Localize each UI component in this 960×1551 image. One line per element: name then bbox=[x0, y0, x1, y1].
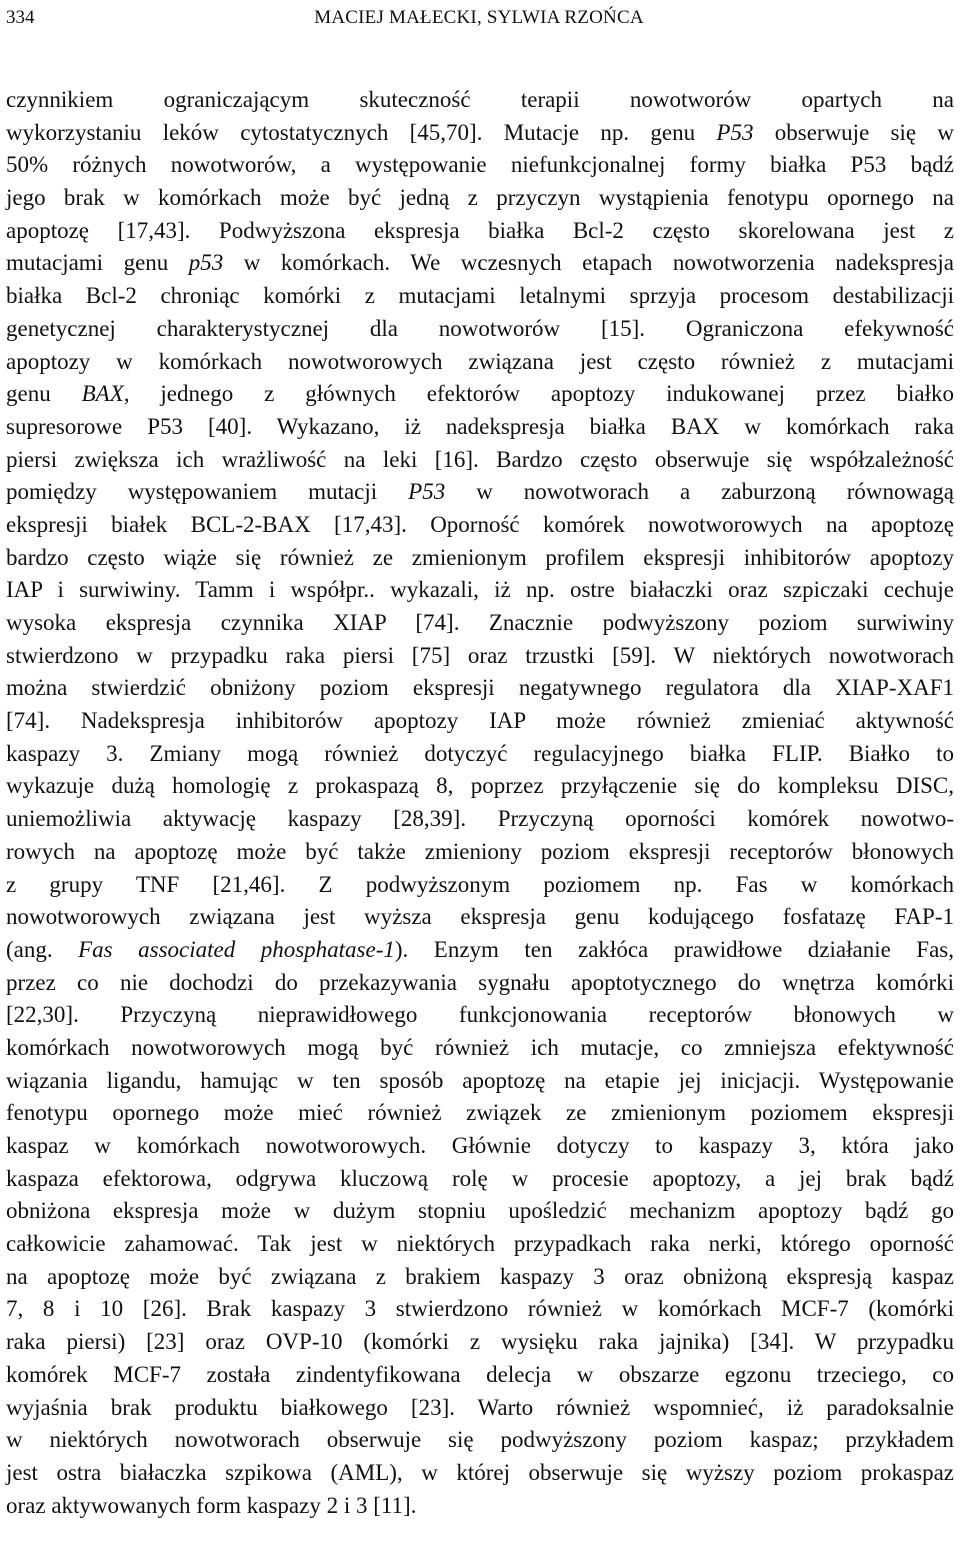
text-line bbox=[6, 640, 954, 673]
text-run: uniemożliwia aktywację kaspazy [28,39]. Przyczyną oporności komórek nowotwo- bbox=[6, 806, 954, 832]
italic-term: P53 bbox=[716, 119, 754, 145]
text-line bbox=[6, 770, 954, 803]
text-line bbox=[6, 476, 954, 509]
text-run: ). Enzym ten zakłóca prawidłowe działanie Fas, bbox=[394, 936, 954, 962]
text-line bbox=[6, 607, 954, 640]
text-run: pomiędzy występowaniem mutacji bbox=[6, 479, 409, 505]
text-line bbox=[6, 803, 954, 836]
text-run: apoptozę [17,43]. Podwyższona ekspresja białka Bcl-2 często skorelowana jest z bbox=[6, 217, 954, 243]
text-line bbox=[6, 967, 954, 1000]
italic-term: BAX, bbox=[81, 381, 130, 407]
text-run: genu bbox=[6, 381, 82, 407]
text-run: supresorowe P53 [40]. Wykazano, iż nadekspresja białka BAX w komórkach raka bbox=[6, 413, 954, 439]
text-line bbox=[6, 869, 954, 902]
text-run: 7, 8 i 10 [26]. Brak kaspazy 3 stwierdzono również w komórkach MCF-7 (komórki bbox=[6, 1296, 954, 1322]
text-run: wykazuje dużą homologię z prokaspazą 8, poprzez przyłączenie się do kompleksu DISC, bbox=[6, 773, 954, 799]
running-head-authors: MACIEJ MAŁECKI, SYLWIA RZOŃCA bbox=[314, 7, 644, 28]
text-run: wykorzystaniu leków cytostatycznych [45,70]. Mutacje np. genu bbox=[6, 119, 717, 145]
text-run: z grupy TNF [21,46]. Z podwyższonym poziomem np. Fas w komórkach bbox=[6, 871, 954, 897]
text-line bbox=[6, 1424, 954, 1457]
text-line bbox=[6, 313, 954, 346]
text-run: kaspazy 3. Zmiany mogą również dotyczyć regulacyjnego białka FLIP. Białko to bbox=[6, 740, 954, 766]
italic-term: Fas associated phosphatase-1 bbox=[78, 936, 395, 962]
text-run: wyjaśnia brak produktu białkowego [23]. Warto również wspomnieć, iż paradoksalnie bbox=[6, 1394, 954, 1420]
italic-term: p53 bbox=[188, 250, 224, 276]
text-run: [22,30]. Przyczyną nieprawidłowego funkcjonowania receptorów błonowych w bbox=[6, 1002, 954, 1028]
text-line bbox=[6, 901, 954, 934]
text-run: białka Bcl-2 chroniąc komórki z mutacjami letalnymi sprzyja procesom destabilizacji bbox=[6, 283, 954, 309]
text-run: całkowicie zahamować. Tak jest w niektórych przypadkach raka nerki, którego oporność bbox=[6, 1231, 954, 1257]
text-run: genetycznej charakterystycznej dla nowotworów [15]. Ograniczona efekywność bbox=[6, 315, 954, 341]
text-line bbox=[6, 1032, 954, 1065]
text-line bbox=[6, 215, 954, 248]
text-run: nowotworowych związana jest wyższa ekspresja genu kodującego fosfatazę FAP-1 bbox=[6, 904, 954, 930]
text-run: w nowotworach a zaburzoną równowagą bbox=[445, 479, 954, 505]
text-line bbox=[6, 672, 954, 705]
text-run: [74]. Nadekspresja inhibitorów apoptozy IAP może również zmieniać aktywność bbox=[6, 708, 954, 734]
text-line bbox=[6, 542, 954, 575]
text-run: fenotypu opornego może mieć również związek ze zmienionym poziomem ekspresji bbox=[6, 1100, 954, 1126]
text-line bbox=[6, 149, 954, 182]
text-run: jego brak w komórkach może być jedną z przyczyn wystąpienia fenotypu opornego na bbox=[6, 185, 954, 211]
text-run: jednego z głównych efektorów apoptozy indukowanej przez białko bbox=[129, 381, 954, 407]
text-run: komórek MCF-7 została zindentyfikowana delecja w obszarze egzonu trzeciego, co bbox=[6, 1361, 954, 1387]
text-run: stwierdzono w przypadku raka piersi [75] oraz trzustki [59]. W niektórych nowotworach bbox=[6, 642, 954, 668]
text-run: obniżona ekspresja może w dużym stopniu upośledzić mechanizm apoptozy bądź go bbox=[6, 1198, 954, 1224]
text-line bbox=[6, 84, 954, 117]
text-line bbox=[6, 1261, 954, 1294]
text-run: wysoka ekspresja czynnika XIAP [74]. Znacznie podwyższony poziom surwiwiny bbox=[6, 610, 954, 635]
text-line bbox=[6, 1228, 954, 1261]
body-paragraph bbox=[6, 84, 954, 1522]
text-line bbox=[6, 1490, 954, 1523]
text-run: 50% różnych nowotworów, a występowanie niefunkcjonalnej formy białka P53 bądź bbox=[6, 152, 954, 178]
text-run: na apoptozę może być związana z brakiem kaspazy 3 oraz obniżoną ekspresją kaspaz bbox=[6, 1263, 954, 1289]
text-run: komórkach nowotworowych mogą być również ich mutacje, co zmniejsza efektywność bbox=[6, 1034, 954, 1060]
text-run: oraz aktywowanych form kaspazy 2 i 3 [11]. bbox=[6, 1492, 417, 1518]
text-run: apoptozy w komórkach nowotworowych związana jest często również z mutacjami bbox=[6, 348, 954, 374]
text-run: można stwierdzić obniżony poziom ekspresji negatywnego regulatora dla XIAP-XAF1 bbox=[6, 675, 954, 701]
text-run: obserwuje się w bbox=[753, 119, 954, 145]
text-line bbox=[6, 182, 954, 215]
text-line bbox=[6, 1326, 954, 1359]
text-run: IAP i surwiwiny. Tamm i współpr.. wykazali, iż np. ostre białaczki oraz szpiczaki cechuje bbox=[6, 577, 954, 603]
text-line bbox=[6, 411, 954, 444]
text-run: piersi zwiększa ich wrażliwość na leki [16]. Bardzo często obserwuje się współzależność bbox=[6, 446, 954, 472]
text-line bbox=[6, 117, 954, 150]
text-line bbox=[6, 378, 954, 411]
text-line bbox=[6, 1457, 954, 1490]
text-line bbox=[6, 574, 954, 607]
text-line bbox=[6, 934, 954, 967]
text-run: raka piersi) [23] oraz OVP-10 (komórki z wysięku raka jajnika) [34]. W przypadku bbox=[6, 1329, 954, 1355]
italic-term: P53 bbox=[408, 479, 446, 505]
text-line bbox=[6, 346, 954, 379]
text-line bbox=[6, 1130, 954, 1163]
text-line bbox=[6, 1195, 954, 1228]
text-run: kaspaza efektorowa, odgrywa kluczową rolę w procesie apoptozy, a jej brak bądź bbox=[6, 1165, 954, 1191]
text-line bbox=[6, 705, 954, 738]
text-run: bardzo często wiąże się również ze zmienionym profilem ekspresji inhibitorów apoptozy bbox=[6, 544, 954, 570]
text-line bbox=[6, 444, 954, 477]
text-line bbox=[6, 738, 954, 771]
text-line bbox=[6, 999, 954, 1032]
text-line bbox=[6, 1359, 954, 1392]
text-run: czynnikiem ograniczającym skuteczność terapii nowotworów opartych na bbox=[6, 87, 954, 112]
text-run: (ang. bbox=[6, 936, 79, 962]
text-line bbox=[6, 1065, 954, 1098]
text-run: ekspresji białek BCL-2-BAX [17,43]. Oporność komórek nowotworowych na apoptozę bbox=[6, 511, 954, 537]
text-run: jest ostra białaczka szpikowa (AML), w której obserwuje się wyższy poziom prokaspaz bbox=[6, 1459, 954, 1485]
text-run: rowych na apoptozę może być także zmieniony poziom ekspresji receptorów błonowych bbox=[6, 838, 954, 864]
text-run: mutacjami genu bbox=[6, 250, 189, 276]
text-line bbox=[6, 509, 954, 542]
text-line bbox=[6, 247, 954, 280]
text-line bbox=[6, 1097, 954, 1130]
text-run: wiązania ligandu, hamując w ten sposób apoptozę na etapie jej inicjacji. Występowanie bbox=[6, 1067, 954, 1093]
text-line bbox=[6, 280, 954, 313]
text-line bbox=[6, 836, 954, 869]
page-number: 334 bbox=[6, 7, 35, 28]
text-run: kaspaz w komórkach nowotworowych. Głównie dotyczy to kaspazy 3, która jako bbox=[6, 1133, 954, 1158]
text-run: przez co nie dochodzi do przekazywania sygnału apoptotycznego do wnętrza komórki bbox=[6, 969, 954, 995]
running-head bbox=[6, 4, 952, 32]
text-run: w komórkach. We wczesnych etapach nowotworzenia nadekspresja bbox=[223, 250, 954, 276]
text-line bbox=[6, 1293, 954, 1326]
text-run: w niektórych nowotworach obserwuje się podwyższony poziom kaspaz; przykładem bbox=[6, 1427, 954, 1453]
text-line bbox=[6, 1163, 954, 1196]
text-line bbox=[6, 1392, 954, 1425]
